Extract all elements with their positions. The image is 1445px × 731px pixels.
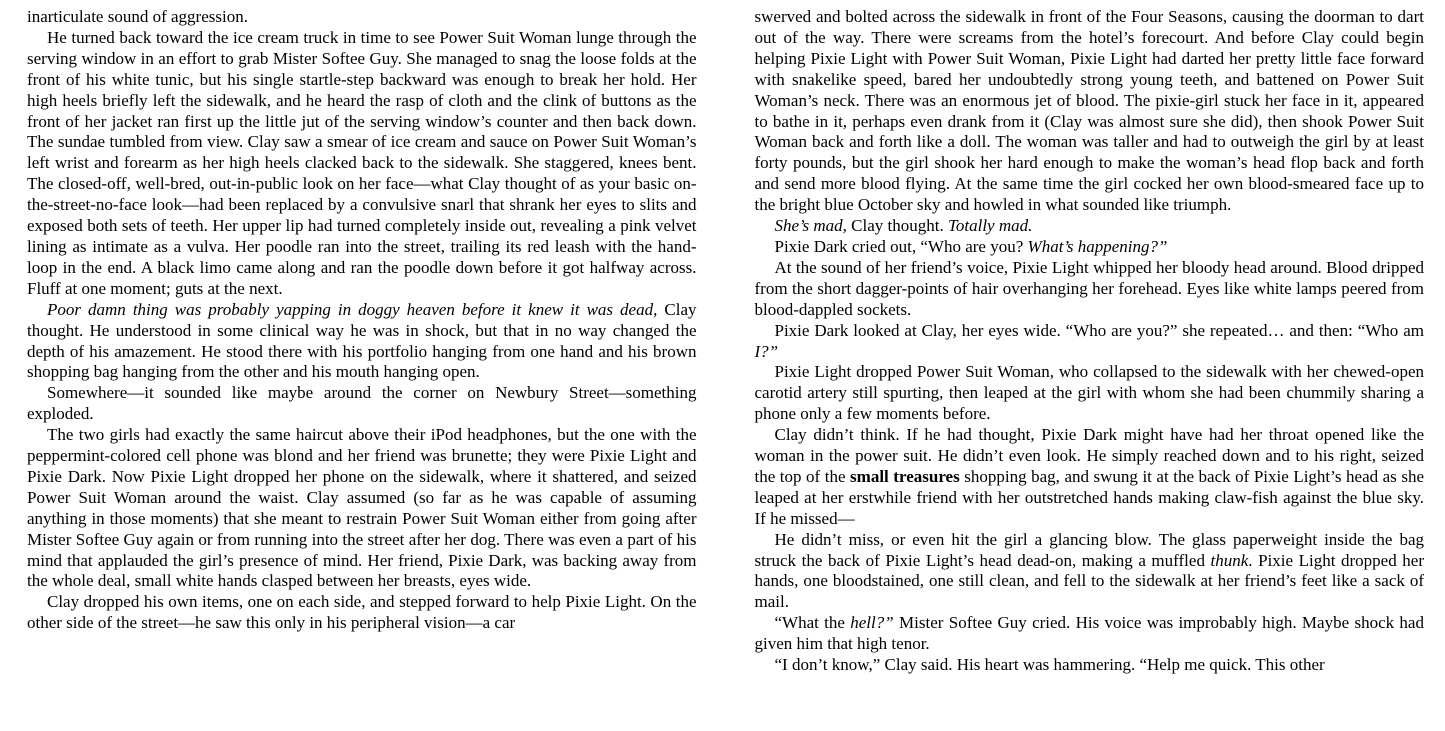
paragraph (27, 7, 697, 28)
text-column-left (27, 7, 697, 731)
text-run: Pixie Dark looked at Clay, her eyes wide. “Who are you?” she repeated… and then: “Who am (774, 320, 1424, 340)
text-run: Clay thought. He understood in some clinical way he was in shock, but that in no way changed the depth of his amazement. He stood there with his portfolio hanging from one hand and his brown shopping bag hanging from the other and his mouth hanging open. (27, 299, 697, 382)
paragraph (755, 258, 1425, 321)
text-run: Clay thought. (846, 216, 948, 236)
text-run: Clay dropped his own items, one on each side, and stepped forward to help Pixie Light. On the other side of the street—he saw this only in his peripheral vision—a car (27, 592, 697, 633)
paragraph (755, 362, 1425, 425)
text-run: small treasures (850, 466, 960, 486)
text-run: “What the (774, 613, 851, 633)
paragraph (27, 300, 697, 384)
text-run: What’s happening?” (1027, 236, 1168, 256)
paragraph (755, 321, 1425, 363)
text-run: Clay didn’t think. If he had thought, Pixie Dark might have had her throat opened like the woman in the power suit. He didn’t even look. He simply reached down and to his right, seized the top of the (754, 425, 1424, 486)
text-run: “I don’t know,” Clay said. His heart was hammering. “Help me quick. This other (774, 655, 1325, 675)
text-run: thunk (1210, 550, 1249, 570)
text-column-right (755, 7, 1425, 731)
text-run: hell?” (850, 613, 894, 633)
text-run: Somewhere—it sounded like maybe around the corner on Newbury Street—something exploded. (27, 383, 697, 424)
text-run: shopping bag, and swung it at the back of Pixie Light’s head as she leaped at her erstwhile friend with her outstretched hands making claw-fish against the blue sky. If he missed— (754, 466, 1424, 528)
paragraph (27, 592, 697, 634)
text-run: Pixie Dark cried out, “Who are you? (774, 236, 1028, 256)
text-run: swerved and bolted across the sidewalk in front of the Four Seasons, causing the doorman to dart out of the way. There were screams from the hotel’s forecourt. And before Clay could begin helping Pixie Light with Power Suit Woman, Pixie Light had darted her pretty little face forward with snakelike speed, bared her undoubtedly strong young teeth, and battened on Power Suit Woman’s neck. There was an enormous jet of blood. The pixie-girl stuck her face in it, appeared to bathe in it, perhaps even drank from it (Clay was almost sure she did), then shook Power Suit Woman back and forth like a doll. The woman was taller and had to outweigh the girl by at least forty pounds, but the girl shook her hard enough to make the woman’s head flop back and forth and send more blood flying. At the same time the girl cocked her own blood-smeared face up to the bright blue October sky and howled in what sounded like triumph. (754, 7, 1424, 215)
text-run: Mister Softee Guy cried. His voice was improbably high. Maybe shock had given him that high tenor. (754, 613, 1424, 654)
paragraph (755, 7, 1425, 216)
paragraph (27, 383, 697, 425)
text-run: He turned back toward the ice cream truck in time to see Power Suit Woman lunge through the serving window in an effort to grab Mister Softee Guy. She managed to snag the loose folds at the front of his white tunic, but his single startle-step backward was enough to break her hold. Her high heels briefly left the sidewalk, and he heard the rasp of cloth and the clink of buttons as the front of her jacket ran first up the little jut of the serving window’s counter and then back down. The sundae tumbled from view. Clay saw a smear of ice cream and sauce on Power Suit Woman’s left wrist and forearm as her high heels clacked back to the sidewalk. She staggered, knees bent. The closed-off, well-bred, out-in-public look on her face—what Clay thought of as your basic on-the-street-no-face look—had been replaced by a convulsive snarl that shrank her eyes to slits and exposed both sets of teeth. Her upper lip had turned completely inside out, revealing a pink velvet lining as intimate as a vulva. Her poodle ran into the street, trailing its red leash with the hand-loop in the end. A black limo came along and ran the poodle down before it got halfway across. Fluff at one moment; guts at the next. (27, 27, 697, 298)
paragraph (755, 613, 1425, 655)
paragraph (27, 425, 697, 592)
text-run: I?” (754, 341, 779, 361)
text-run: He didn’t miss, or even hit the girl a glancing blow. The glass paperweight inside the bag struck the back of Pixie Light’s head dead-on, making a muffled (754, 529, 1424, 570)
paragraph (755, 530, 1425, 614)
paragraph (755, 655, 1425, 676)
paragraph (755, 237, 1425, 258)
text-run: . Pixie Light dropped her hands, one bloodstained, one still clean, and fell to the sidewalk at her friend’s feet like a sack of mail. (754, 550, 1424, 612)
paragraph (755, 425, 1425, 530)
paragraph (27, 28, 697, 300)
text-run: She’s mad, (774, 216, 847, 236)
text-run: Totally mad. (947, 216, 1033, 236)
text-run: Poor damn thing was probably yapping in doggy heaven before it knew it was dead, (47, 299, 658, 319)
text-run: The two girls had exactly the same haircut above their iPod headphones, but the one with the peppermint-colored cell phone was blond and her friend was brunette; they were Pixie Light and Pixie Dark. Now Pixie Light dropped her phone on the sidewalk, where it shattered, and seized Power Suit Woman around the waist. Clay assumed (so far as he was capable of assuming anything in those moments) that she meant to restrain Power Suit Woman either from going after Mister Softee Guy again or from running into the street after her dog. There was even a part of his mind that applauded the girl’s presence of mind. Her friend, Pixie Dark, was backing away from the whole deal, small white hands clasped between her breasts, eyes wide. (27, 425, 697, 591)
paragraph (755, 216, 1425, 237)
text-run: inarticulate sound of aggression. (27, 7, 248, 26)
text-run: Pixie Light dropped Power Suit Woman, who collapsed to the sidewalk with her chewed-open carotid artery still spurting, then leaped at the girl with whom she had been chummily sharing a phone only a few moments before. (754, 362, 1424, 424)
text-run: At the sound of her friend’s voice, Pixie Light whipped her bloody head around. Blood dripped from the short dagger-points of hair overhanging her forehead. Eyes like white lamps peered from blood-dappled sockets. (754, 257, 1424, 319)
